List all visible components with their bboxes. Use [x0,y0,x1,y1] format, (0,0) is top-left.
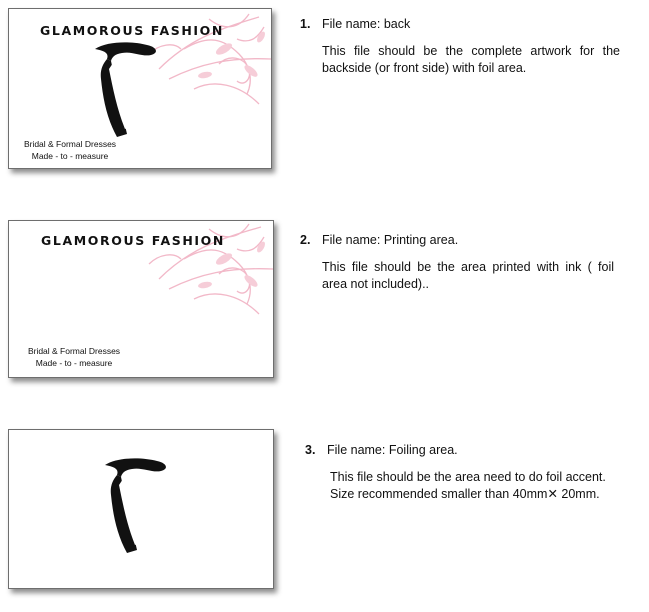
item-number: 2. [300,233,311,247]
card-printing-area [8,220,274,378]
item-body [330,469,635,503]
tagline-line-1: Bridal & Formal Dresses [27,346,121,356]
card-tagline [8,138,201,162]
description-item-3 [305,442,635,503]
item-title: File name: back [322,17,411,31]
description-item-2 [300,232,614,293]
item-title: File name: Printing area. [322,233,459,247]
card-back-artwork [8,8,272,169]
item-body: This file should be the area printed with ink ( foil area not included).. [322,260,614,291]
item-number: 1. [300,17,311,31]
item-body-line-2: Size recommended smaller than 40mm✕ 20mm. [330,487,600,501]
brand-logo-text: GLAMOROUS FASHION [40,23,224,38]
tagline-line-1: Bridal & Formal Dresses [23,139,117,149]
card-foiling-area [8,429,274,589]
item-body-line-1: This file should be the area need to do foil accent. [330,470,606,484]
item-title: File name: Foiling area. [327,443,458,457]
card-tagline [8,345,206,369]
scarf-icon [97,455,177,555]
brand-logo-text: GLAMOROUS FASHION [41,233,225,248]
item-body: This file should be the complete artwork for the backside (or front side) with foil area. [322,44,620,75]
item-number: 3. [305,443,316,457]
description-item-1 [300,16,620,77]
tagline-line-2: Made - to - measure [31,151,109,161]
scarf-icon [87,39,167,139]
tagline-line-2: Made - to - measure [35,358,113,368]
